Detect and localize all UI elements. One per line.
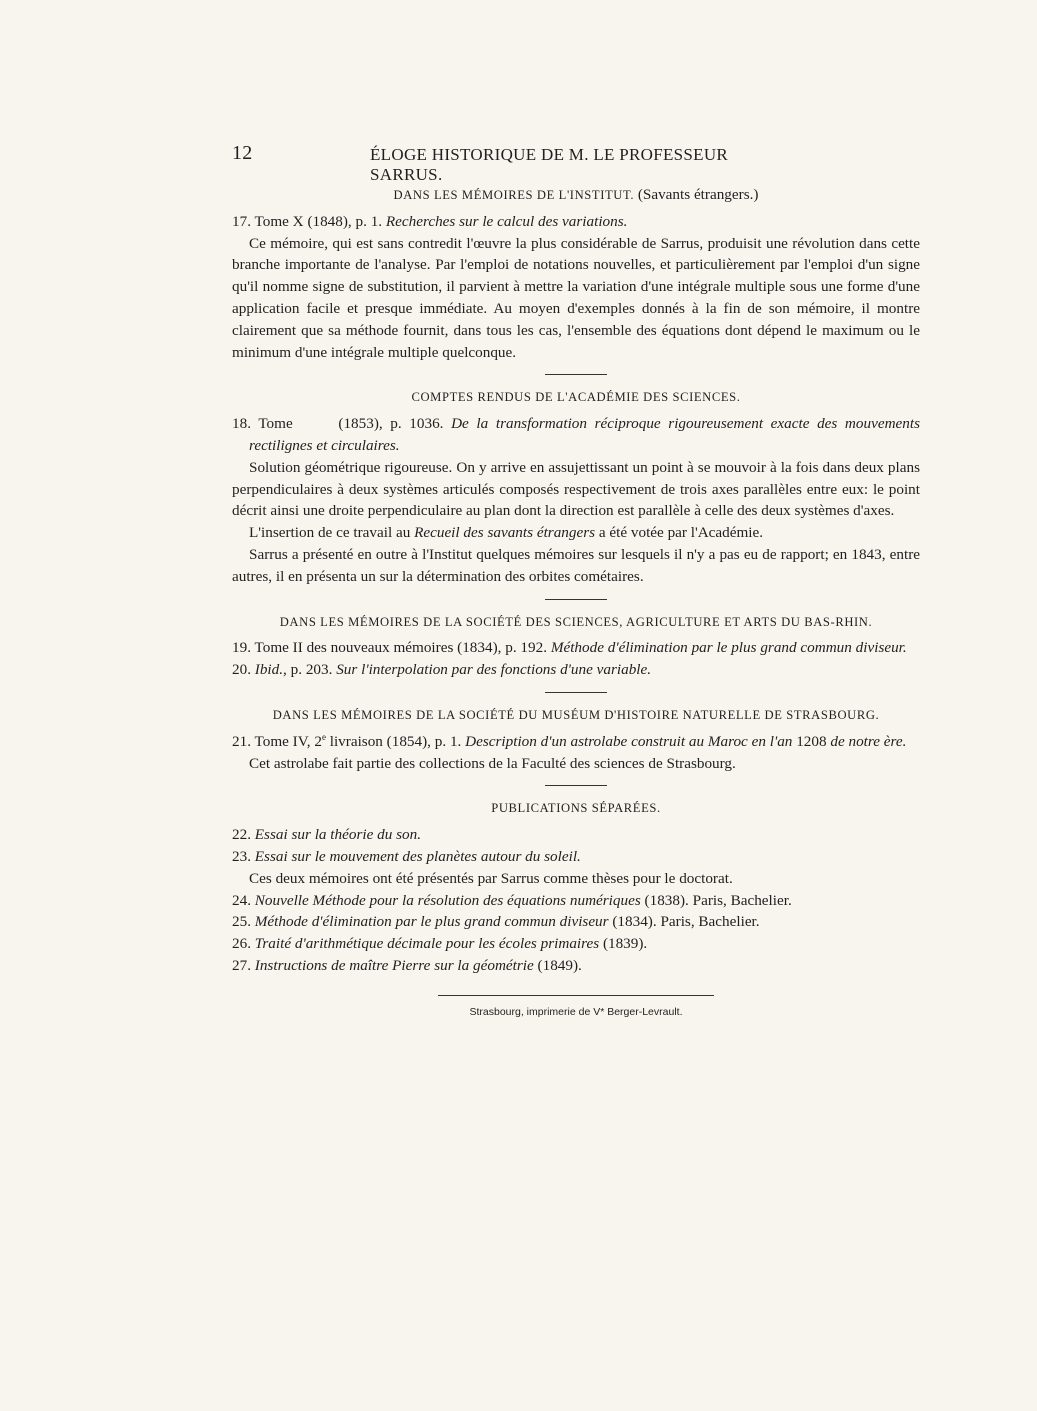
entry-title: Méthode d'élimination par le plus grand commun diviseur	[254, 913, 609, 931]
divider	[545, 374, 607, 375]
entry-title: Essai sur le mouvement des planètes autour du soleil.	[254, 847, 581, 865]
running-header	[232, 142, 782, 184]
entry-title: Sur l'interpolation par des fonctions d'une variable.	[336, 661, 652, 679]
paragraph: Ces deux mémoires ont été présentés par Sarrus comme thèses pour le doctorat.	[249, 869, 733, 887]
section-heading-publications: PUBLICATIONS SÉPARÉES.	[491, 801, 661, 816]
entry-citation: livraison (1854), p. 1.	[325, 732, 462, 750]
entry-citation: Tome IV, 2	[254, 732, 322, 750]
entry-number: 21.	[232, 732, 251, 750]
superscript: e	[321, 731, 326, 742]
header-title: ÉLOGE HISTORIQUE DE M. LE PROFESSEUR SARRUS.	[370, 145, 729, 184]
entry-title: Nouvelle Méthode pour la résolution des équations numériques	[254, 891, 641, 909]
entry-citation: (1838). Paris, Bachelier.	[640, 891, 792, 909]
entry-citation: Tome II des nouveaux mémoires (1834), p. 192.	[254, 639, 548, 657]
entry-title: Essai sur la théorie du son.	[254, 826, 422, 844]
entry-23	[232, 846, 920, 868]
entry-number: 23.	[232, 847, 251, 865]
section-heading-text: DANS LES MÉMOIRES DE L'INSTITUT.	[393, 188, 635, 202]
entry-citation: (1849).	[533, 956, 582, 974]
entry-title: de notre ère.	[830, 732, 907, 750]
entry-27	[232, 955, 920, 977]
entry-title: Méthode d'élimination par le plus grand commun diviseur.	[550, 639, 907, 657]
paragraph: Solution géométrique rigoureuse. On y arrive en assujettissant un point à se mouvoir à la fois dans deux plans perpendiculaires à deux systèmes articulés composés respectivement de trois axes parallèles entre eux: le point décrit ainsi une droite perpendiculaire au plan dont la direction est parallèle à celle des deux systèmes d'axes.	[232, 458, 920, 520]
entry-year: 1208	[796, 732, 827, 750]
entry-title: De la transformation réciproque rigoureusement exacte des mouvements rectilignes et circulaires.	[249, 415, 920, 454]
entry-citation: (1839).	[599, 935, 648, 953]
entry-25	[232, 911, 920, 933]
footer-divider	[438, 995, 714, 996]
paragraph: Cet astrolabe fait partie des collections de la Faculté des sciences de Strasbourg.	[249, 754, 736, 772]
entry-citation: , p. 203.	[283, 661, 333, 679]
section-heading-museum: DANS LES MÉMOIRES DE LA SOCIÉTÉ DU MUSÉUM D'HISTOIRE NATURELLE DE STRASBOURG.	[272, 707, 880, 722]
paragraph-title: Recueil des savants étrangers	[414, 524, 596, 542]
divider	[545, 692, 607, 693]
entry-title: Instructions de maître Pierre sur la géométrie	[254, 956, 534, 974]
paragraph: Ce mémoire, qui est sans contredit l'œuvre la plus considérable de Sarrus, produisit une révolution dans cette branche importante de l'analyse. Par l'emploi de notations nouvelles, et particulièrement par l'emploi d'un signe qu'il nomme signe de substitution, il parvient à mettre la variation d'une intégrale multiple sous une forme d'une application facile et presque immédiate. Au moyen d'exemples donnés à la fin de son mémoire, il montre clairement que sa méthode fournit, dans tous les cas, l'ensemble des équations dont dépend le maximum ou le minimum d'une intégrale multiple quelconque.	[232, 234, 920, 361]
section-heading-institut	[232, 184, 920, 207]
entry-ibid: Ibid.	[254, 661, 284, 679]
entry-number: 20.	[232, 661, 251, 679]
entry-number: 25.	[232, 913, 251, 931]
entry-19	[232, 637, 920, 659]
section-heading-extra: (Savants étrangers.)	[637, 186, 759, 203]
entry-citation: Tome X (1848), p. 1.	[254, 212, 383, 230]
entry-26	[232, 933, 920, 955]
entry-title: Description d'un astrolabe construit au Maroc en l'an	[465, 732, 793, 750]
entry-20	[232, 659, 920, 681]
entry-17	[232, 211, 920, 233]
entry-title: Recherches sur le calcul des variations.	[385, 212, 628, 230]
page-content	[232, 184, 920, 1024]
section-heading-comptes-rendus: COMPTES RENDUS DE L'ACADÉMIE DES SCIENCES.	[411, 390, 741, 405]
divider	[545, 785, 607, 786]
entry-number: 27.	[232, 956, 251, 974]
entry-number: 22.	[232, 826, 251, 844]
section-heading-bas-rhin: DANS LES MÉMOIRES DE LA SOCIÉTÉ DES SCIENCES, AGRICULTURE ET ARTS DU BAS-RHIN.	[279, 614, 873, 629]
paragraph	[232, 522, 920, 544]
paragraph: Sarrus a présenté en outre à l'Institut quelques mémoires sur lesquels il n'y a pas eu de rapport; en 1843, entre autres, il en présenta un sur la détermination des orbites cométaires.	[232, 545, 920, 585]
entry-21	[232, 731, 920, 753]
entry-title: Traité d'arithmétique décimale pour les écoles primaires	[254, 935, 600, 953]
entry-number: 18.	[232, 415, 251, 433]
entry-22	[232, 824, 920, 846]
paragraph-text: L'insertion de ce travail au	[249, 524, 411, 542]
entry-citation: Tome (1853), p. 1036.	[258, 415, 444, 433]
entry-number: 26.	[232, 935, 251, 953]
entry-number: 24.	[232, 891, 251, 909]
page-number: 12	[232, 142, 253, 164]
entry-24	[232, 890, 920, 912]
entry-18	[232, 413, 920, 457]
divider	[545, 599, 607, 600]
entry-number: 17.	[232, 212, 251, 230]
entry-number: 19.	[232, 639, 251, 657]
entry-citation: (1834). Paris, Bachelier.	[608, 913, 760, 931]
imprint: Strasbourg, imprimerie de V* Berger-Levrault.	[469, 1005, 683, 1018]
paragraph-text: a été votée par l'Académie.	[598, 524, 764, 542]
